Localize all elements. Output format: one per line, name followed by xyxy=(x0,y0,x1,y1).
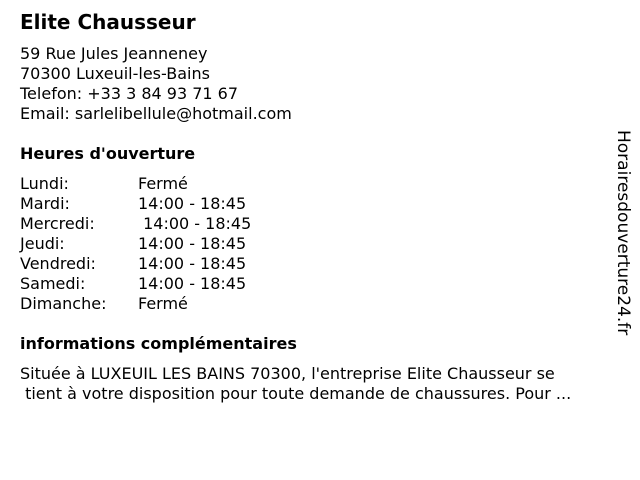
day-hours: 14:00 - 18:45 xyxy=(138,234,247,253)
day-hours: 14:00 - 18:45 xyxy=(138,274,247,293)
shop-name: Elite Chausseur xyxy=(20,10,196,34)
phone-text: Telefon: +33 3 84 93 71 67 xyxy=(20,84,239,103)
address-line-city: 70300 Luxeuil-les-Bains xyxy=(20,64,210,83)
day-label: Lundi: xyxy=(20,174,69,193)
description-text xyxy=(20,364,620,404)
day-hours: 14:00 - 18:45 xyxy=(138,194,247,213)
description-line-1: Située à LUXEUIL LES BAINS 70300, l'entreprise Elite Chausseur se xyxy=(20,364,555,383)
day-label: Mercredi: xyxy=(20,214,95,233)
day-hours: Fermé xyxy=(138,294,188,313)
day-label: Jeudi: xyxy=(20,234,65,253)
day-label: Samedi: xyxy=(20,274,86,293)
day-label: Dimanche: xyxy=(20,294,107,313)
opening-hours-heading: Heures d'ouverture xyxy=(20,144,196,163)
day-label: Mardi: xyxy=(20,194,70,213)
day-hours: 14:00 - 18:45 xyxy=(138,254,247,273)
description-line-2: tient à votre disposition pour toute demande de chaussures. Pour ... xyxy=(20,384,572,403)
day-label: Vendredi: xyxy=(20,254,96,273)
site-watermark: Horairesdouverture24.fr xyxy=(613,130,633,336)
day-hours: 14:00 - 18:45 xyxy=(138,214,252,233)
day-hours: Fermé xyxy=(138,174,188,193)
additional-info-heading: informations complémentaires xyxy=(20,334,297,353)
address-line-street: 59 Rue Jules Jeanneney xyxy=(20,44,208,63)
contact-block xyxy=(20,44,292,124)
email-text: Email: sarlelibellule@hotmail.com xyxy=(20,104,292,123)
